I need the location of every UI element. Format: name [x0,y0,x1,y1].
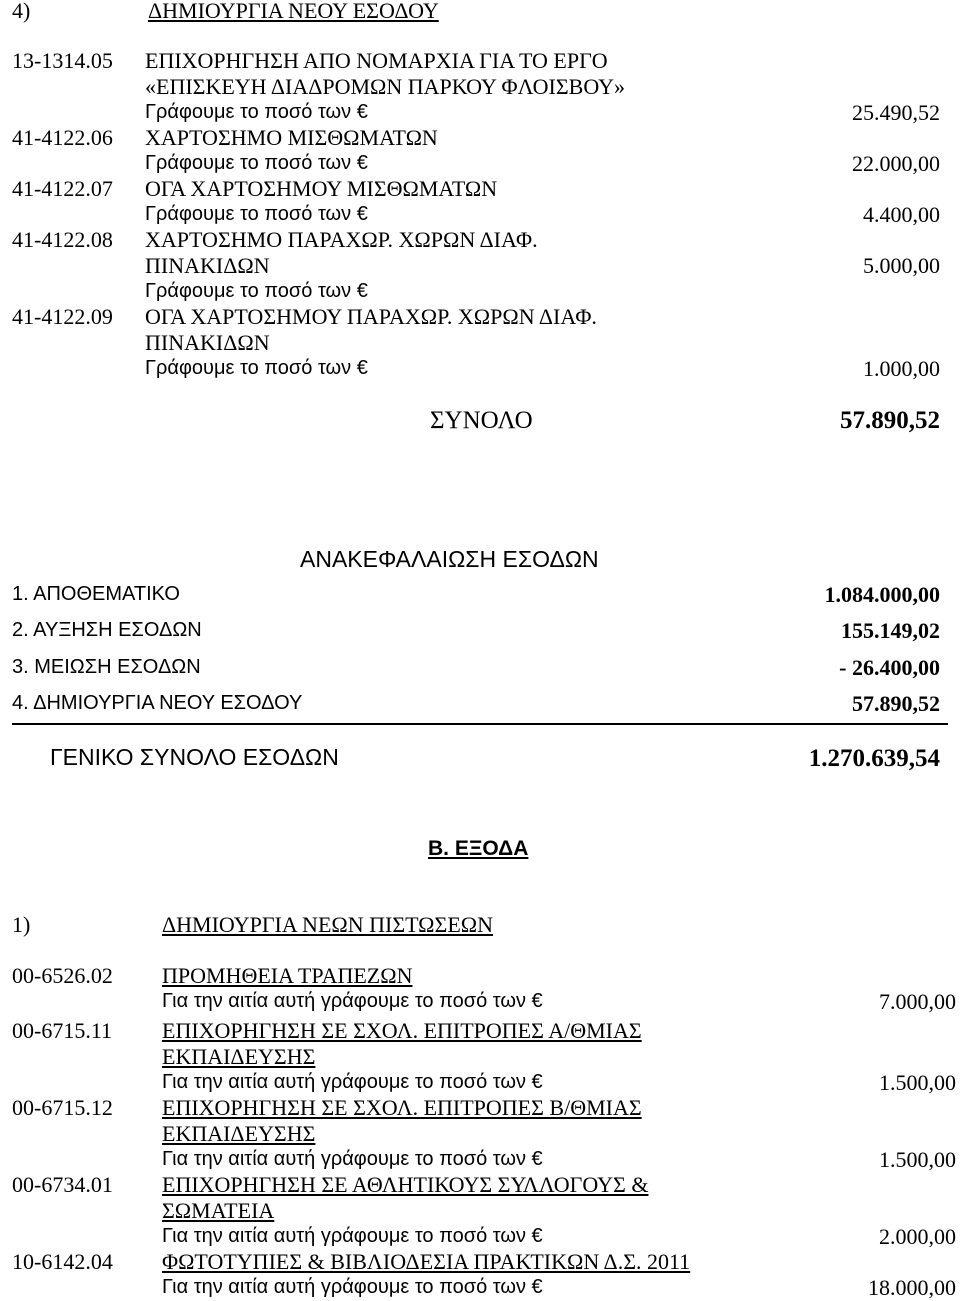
total-value: 57.890,52 [840,407,940,434]
expense-name-cont: ΕΚΠΑΙΔΕΥΣΗΣ [162,1044,316,1069]
item-name: ΕΠΙΧΟΡΗΓΗΣΗ ΑΠΟ ΝΟΜΑΡΧΙΑ ΓΙΑ ΤΟ ΕΡΓΟ [145,48,608,73]
summary-label: 4. ΔΗΜΙΟΥΡΓΙΑ ΝΕΟΥ ΕΣΟΔΟΥ [12,692,303,714]
item-code: 13-1314.05 [12,48,113,73]
expense-code: 10-6142.04 [12,1249,113,1274]
grand-total-value: 1.270.639,54 [808,745,940,772]
item-name-cont: ΠΙΝΑΚΙΔΩΝ [145,253,270,278]
grand-total-label: ΓΕΝΙΚΟ ΣΥΝΟΛΟ ΕΣΟΔΩΝ [50,744,339,770]
item-name: ΧΑΡΤΟΣΗΜΟ ΜΙΣΘΩΜΑΤΩΝ [145,125,438,150]
expense-name: ΕΠΙΧΟΡΗΓΗΣΗ ΣΕ ΑΘΛΗΤΙΚΟΥΣ ΣΥΛΛΟΓΟΥΣ & [162,1172,649,1197]
summary-title: ΑΝΑΚΕΦΑΛΑΙΩΣΗ ΕΣΟΔΩΝ [300,546,599,572]
item-code: 41-4122.06 [12,125,113,150]
expense-amount: 7.000,00 [879,989,956,1014]
summary-value: 1.084.000,00 [824,582,940,607]
expense-note: Για την αιτία αυτή γράφουμε το ποσό των € [162,1276,543,1298]
total-label: ΣΥΝΟΛΟ [430,407,533,434]
section-title: ΔΗΜΙΟΥΡΓΙΑ ΝΕΟΥ ΕΣΟΔΟΥ [148,0,439,23]
item-name: ΧΑΡΤΟΣΗΜΟ ΠΑΡΑΧΩΡ. ΧΩΡΩΝ ΔΙΑΦ. [145,227,538,252]
expense-code: 00-6715.12 [12,1095,113,1120]
expense-code: 00-6734.01 [12,1172,113,1197]
summary-label: 2. ΑΥΞΗΣΗ ΕΣΟΔΩΝ [12,619,202,641]
item-note: Γράφουμε το ποσό των € [145,357,368,379]
summary-value: 155.149,02 [841,618,940,643]
item-name: ΟΓΑ ΧΑΡΤΟΣΗΜΟΥ ΜΙΣΘΩΜΑΤΩΝ [145,176,498,201]
summary-value: 57.890,52 [852,691,940,716]
expense-note: Για την αιτία αυτή γράφουμε το ποσό των € [162,1148,543,1170]
expense-name: ΦΩΤΟΤΥΠΙΕΣ & ΒΙΒΛΙΟΔΕΣΙΑ ΠΡΑΚΤΙΚΩΝ Δ.Σ. 2011 [162,1249,691,1274]
summary-label: 3. ΜΕΙΩΣΗ ΕΣΟΔΩΝ [12,656,201,678]
item-code: 41-4122.07 [12,176,113,201]
item-amount: 1.000,00 [863,356,940,381]
expense-amount: 1.500,00 [879,1147,956,1172]
expense-name: ΕΠΙΧΟΡΗΓΗΣΗ ΣΕ ΣΧΟΛ. ΕΠΙΤΡΟΠΕΣ Β/ΘΜΙΑΣ [162,1095,642,1120]
item-note: Γράφουμε το ποσό των € [145,152,368,174]
expense-code: 00-6715.11 [12,1018,113,1043]
expense-note: Για την αιτία αυτή γράφουμε το ποσό των € [162,1225,543,1247]
sub-section-number: 1) [12,912,31,937]
item-code: 41-4122.09 [12,304,113,329]
expense-name-cont: ΣΩΜΑΤΕΙΑ [162,1198,275,1223]
expense-name-cont: ΕΚΠΑΙΔΕΥΣΗΣ [162,1121,316,1146]
expense-amount: 1.500,00 [879,1070,956,1095]
sub-section-title: ΔΗΜΙΟΥΡΓΙΑ ΝΕΩΝ ΠΙΣΤΩΣΕΩΝ [162,912,494,937]
section-number: 4) [12,0,31,23]
item-note: Γράφουμε το ποσό των € [145,101,368,123]
item-code: 41-4122.08 [12,227,113,252]
expense-note: Για την αιτία αυτή γράφουμε το ποσό των € [162,1071,543,1093]
expense-name: ΕΠΙΧΟΡΗΓΗΣΗ ΣΕ ΣΧΟΛ. ΕΠΙΤΡΟΠΕΣ Α/ΘΜΙΑΣ [162,1018,642,1043]
summary-value: - 26.400,00 [839,655,940,680]
item-amount: 4.400,00 [863,202,940,227]
item-note: Γράφουμε το ποσό των € [145,280,368,302]
expense-note: Για την αιτία αυτή γράφουμε το ποσό των € [162,990,543,1012]
item-amount: 25.490,52 [852,100,940,125]
item-name-cont: ΠΙΝΑΚΙΔΩΝ [145,330,270,355]
expense-code: 00-6526.02 [12,963,113,988]
item-note: Γράφουμε το ποσό των € [145,203,368,225]
expenses-title: Β. ΕΞΟΔΑ [428,837,529,860]
summary-rule [12,723,948,725]
item-amount: 22.000,00 [852,151,940,176]
expense-amount: 18.000,00 [868,1275,956,1300]
expense-name: ΠΡΟΜΗΘΕΙΑ ΤΡΑΠΕΖΩΝ [162,963,413,988]
item-name: ΟΓΑ ΧΑΡΤΟΣΗΜΟΥ ΠΑΡΑΧΩΡ. ΧΩΡΩΝ ΔΙΑΦ. [145,304,597,329]
item-name-cont: «ΕΠΙΣΚΕΥΗ ΔΙΑΔΡΟΜΩΝ ΠΑΡΚΟΥ ΦΛΟΙΣΒΟΥ» [145,74,626,99]
summary-label: 1. ΑΠΟΘΕΜΑΤΙΚΟ [12,583,180,605]
expense-amount: 2.000,00 [879,1224,956,1249]
item-amount: 5.000,00 [863,253,940,278]
